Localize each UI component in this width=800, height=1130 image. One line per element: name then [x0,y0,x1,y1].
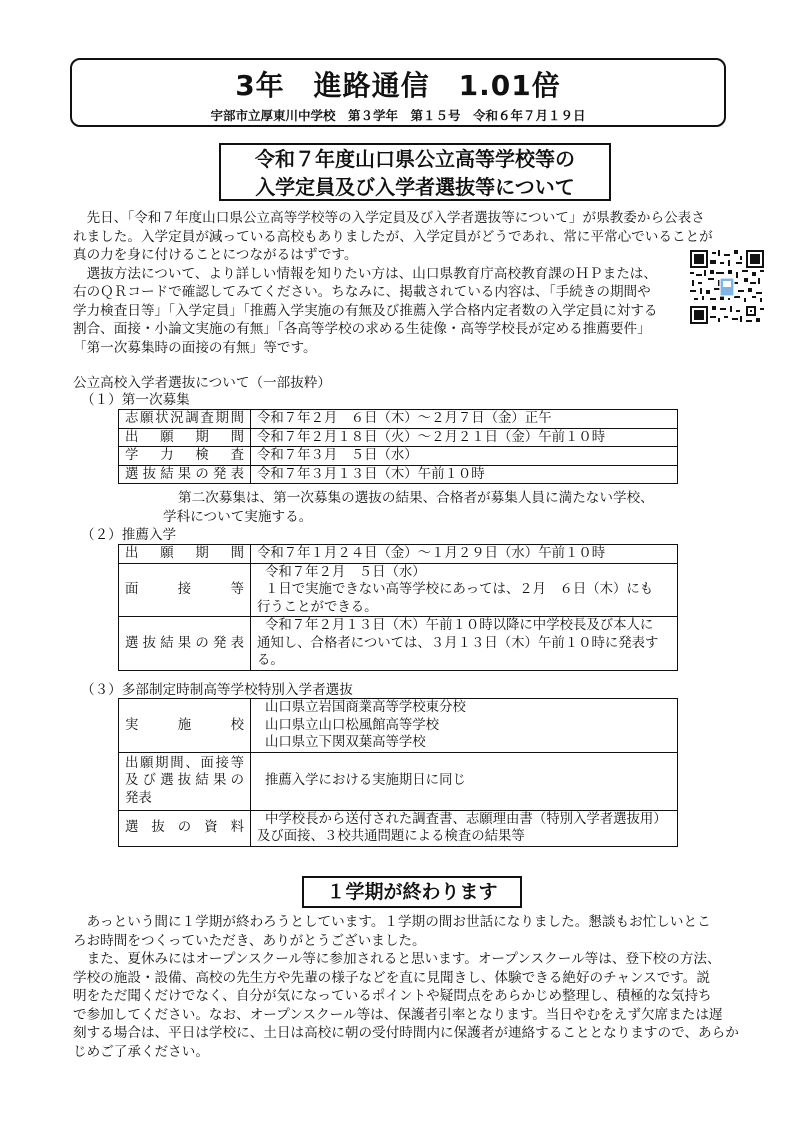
recommendation-heading: （２）推薦入学 [81,527,177,543]
table-row [119,465,678,484]
row-value: 中学校長から送付された調査書、志願理由書（特別入学者選抜用） 及び面接、３校共通問題による検査の結果等 [251,810,678,846]
table-row [119,752,678,810]
special-selection-heading: （３）多部制定時制高等学校特別入学者選抜 [81,682,353,698]
row-value: 令和７年３月 ５日（水） [251,447,678,466]
newsletter-issue-info: 宇部市立厚東川中学校 第３学年 第１５号 令和６年７月１９日 [210,108,586,123]
headline-line-2: 入学定員及び入学者選抜等について [255,175,575,199]
intro-line: 先日、「令和７年度山口県公立高等学校等の入学定員及び入学者選抜等について」が県教委から公表さ [73,210,705,226]
intro-line: 右のＱＲコードで確認してみてください。ちなみに、掲載されている内容は、「手続きの期間や [73,284,651,300]
table-row [119,447,678,466]
row-label: 実施校 [119,699,251,753]
row-label: 出願期間 [119,545,251,564]
table-row [119,699,678,753]
recommendation-table [118,544,678,671]
second-round-note: 第二次募集は、第一次募集の選抜の結果、合格者が募集人員に満たない学校、 [178,490,654,506]
closing-line: じめご了承ください。 [73,1043,209,1060]
newsletter-title: 3年 進路通信 1.01倍 [235,69,561,102]
first-round-table [118,409,678,484]
table-row [119,545,678,564]
row-label: 志願状況調査期間 [119,410,251,429]
row-value: 令和７年２月１８日（火）～２月２１日（金）午前１０時 [251,428,678,447]
article-headline-admission [219,143,611,201]
row-value: 令和７年１月２４日（金）～１月２９日（水）午前１０時 [251,545,678,564]
closing-line: ろお時間をつくっていただき、ありがとうございました。 [73,932,426,949]
row-label: 学力検査 [119,447,251,466]
row-value: 推薦入学における実施期日に同じ [251,752,678,810]
row-value: 令和７年２月 ６日（木）～２月７日（金）正午 [251,410,678,429]
closing-line: 明をただ聞くだけでなく、自分が気になっているポイントや疑問点をあらかじめ整理し、積極的な気持ち [73,988,712,1004]
row-value: 山口県立岩国商業高等学校東分校 山口県立山口松風館高等学校 山口県立下関双葉高等学校 [251,699,678,753]
intro-line: 学力検査日等」「入学定員」「推薦入学実施の有無及び推薦入学合格内定者数の入学定員に対する [73,302,658,319]
closing-line: 刻する場合は、平日は学校に、土日は高校に朝の受付時間内に保護者が連絡することとなりますので、あらか [73,1025,739,1041]
selection-section-title: 公立高校入学者選抜について（一部抜粋） [73,375,332,391]
row-label: 選抜の資料 [119,810,251,846]
intro-paragraph [73,209,713,357]
intro-line: 割合、面接・小論文実施の有無」「各高等学校の求める生徒像・高等学校長が定める推薦要件」 [73,321,651,337]
closing-paragraph [73,913,739,1061]
intro-line: 真の力を身に付けることにつながるはずです。 [73,247,358,263]
first-round-heading: （１）第一次募集 [81,392,190,408]
row-label: 出願期間、面接等 及び選抜結果の 発表 [119,752,251,810]
headline-line-1: 令和７年度山口県公立高等学校等の [255,147,575,171]
row-label: 選抜結果の発表 [119,465,251,484]
second-round-note: 学科について実施する。 [163,509,313,525]
row-value: 令和７年２月１３日（木）午前１０時以降に中学校長及び本人に 通知し、合格者については、３月１３日（木）午前１０時に発表す る。 [251,617,678,671]
closing-line: また、夏休みにはオープンスクール等に参加されると思います。オープンスクール等は、登下校の方法、 [73,951,721,967]
table-row [119,410,678,429]
table-row [119,563,678,617]
intro-line: れました。入学定員が減っている高校もありましたが、入学定員がどうであれ、常に平常心でいることが [73,228,713,245]
special-selection-table [118,698,678,847]
table-row [119,810,678,846]
intro-line: 選抜方法について、より詳しい情報を知りたい方は、山口県教育庁高校教育課のＨＰまたは、 [73,265,657,282]
row-value: 令和７年３月１３日（木）午前１０時 [251,465,678,484]
article-headline-term-end: １学期が終わります [302,876,522,908]
intro-line: 「第一次募集時の面接の有無」等です。 [73,339,317,356]
row-label: 選抜結果の発表 [119,617,251,671]
closing-line: あっという間に１学期が終わろうとしています。１学期の間お世話になりました。懇談もお忙しいとこ [73,914,711,930]
qr-code-icon[interactable] [690,250,764,324]
row-value: 令和７年２月 ５日（水） １日で実施できない高等学校にあっては、２月 ６日（木）にも 行うことができる。 [251,563,678,617]
closing-line: で参加してください。なお、オープンスクール等は、保護者引率となります。当日やむをえず欠席または遅 [73,1006,723,1023]
row-label: 面接等 [119,563,251,617]
closing-line: 学校の施設・設備、高校の先生方や先輩の様子などを直に見聞きし、体験できる絶好のチャンスです。説 [73,969,710,986]
table-row [119,428,678,447]
qr-code-graphic [690,250,764,324]
newsletter-header [70,58,726,127]
table-row [119,617,678,671]
row-label: 出願期間 [119,428,251,447]
